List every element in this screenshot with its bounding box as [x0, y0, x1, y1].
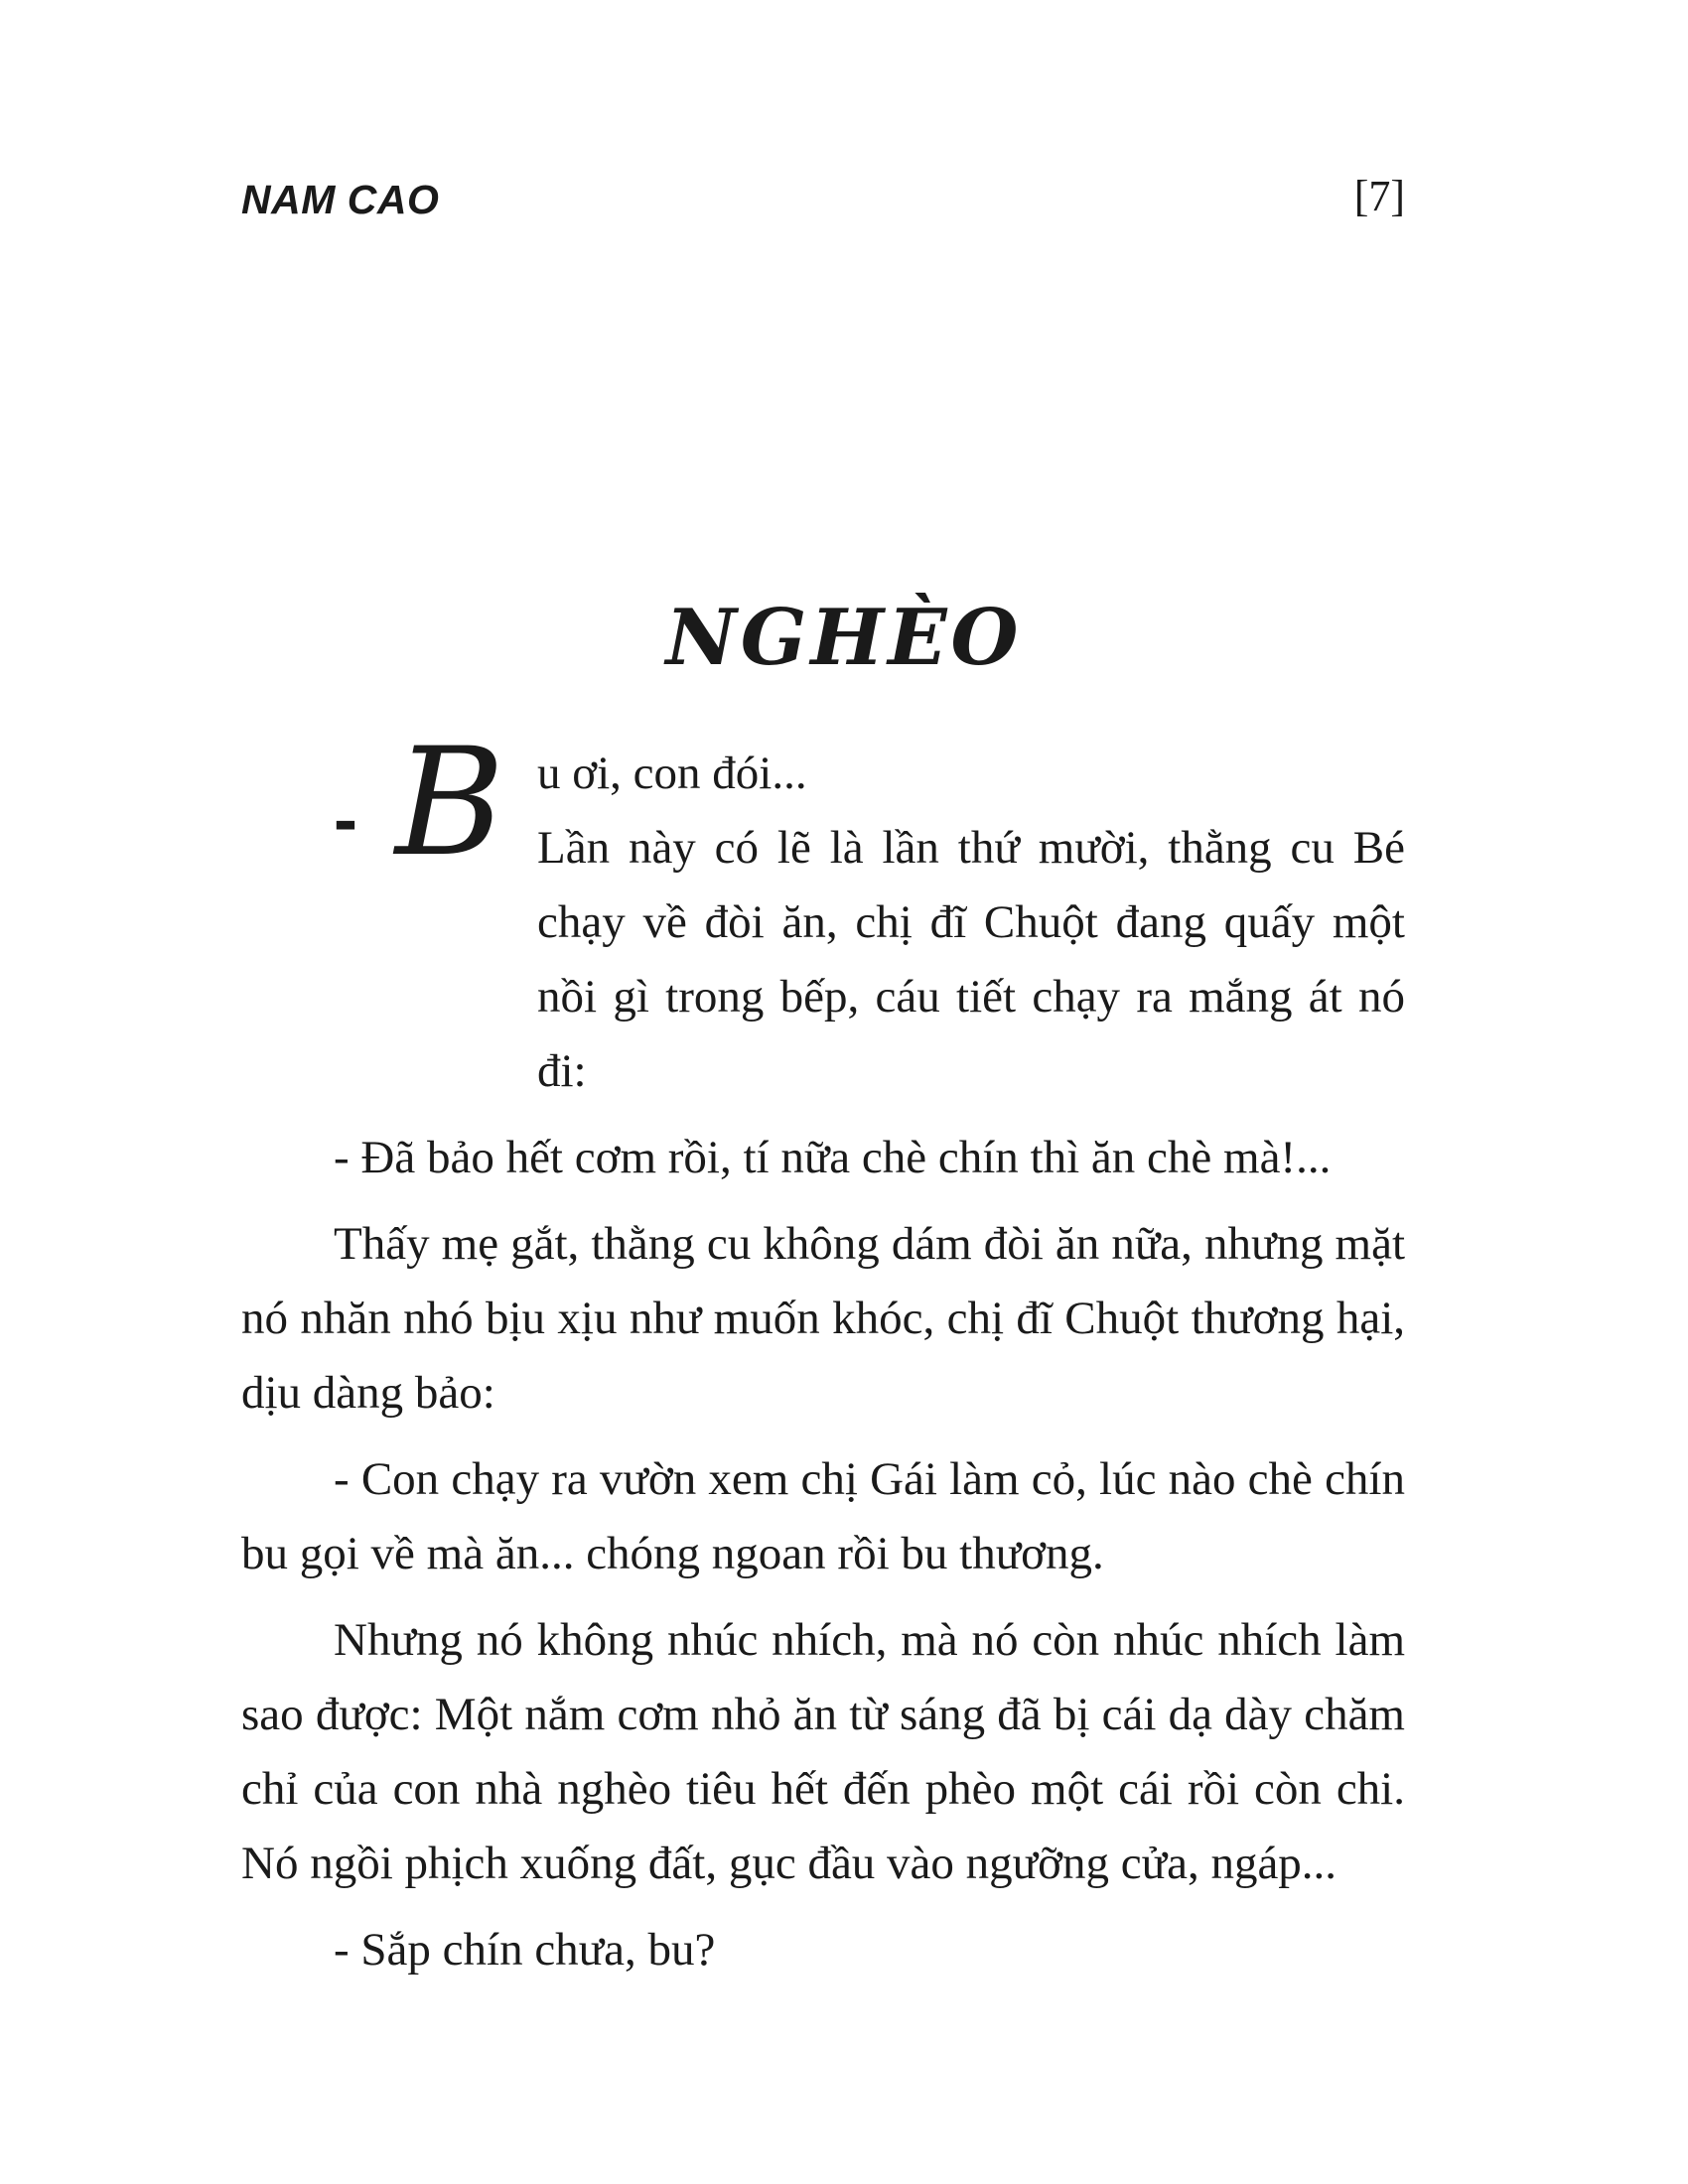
dropcap-dash: - [334, 780, 357, 860]
body-text [241, 717, 1405, 1999]
paragraph-3: Thấy mẹ gắt, thằng cu không dám đòi ăn nữa, nhưng mặt nó nhăn nhó bịu xịu như muốn khóc, chị đĩ Chuột thương hại, dịu dàng bảo: [241, 1218, 1405, 1419]
page-number: [7] [1353, 172, 1405, 220]
paragraph-5: Nhưng nó không nhúc nhích, mà nó còn nhúc nhích làm sao được: Một nắm cơm nhỏ ăn từ sáng đã bị cái dạ dày chăm chỉ của con nhà nghèo tiêu hết đến phèo một cái rồi còn chi. Nó ngồi phịch xuống đất, gục đầu vào ngưỡng cửa, ngáp... [241, 1614, 1405, 1889]
opening-paragraph [241, 717, 1405, 1109]
paragraph-6: - Sắp chín chưa, bu? [334, 1924, 716, 1976]
running-head-author: NAM CAO [241, 177, 440, 222]
chapter-title: NGHÈO [665, 593, 1023, 684]
opening-line: u ơi, con đói... [537, 748, 807, 799]
paragraph-4: - Con chạy ra vườn xem chị Gái làm cỏ, lúc nào chè chín bu gọi về mà ăn... chóng ngoan rồi bu thương. [241, 1453, 1405, 1579]
paragraph-1: Lần này có lẽ là lần thứ mười, thằng cu Bé chạy về đòi ăn, chị đĩ Chuột đang quấy một nồi gì trong bếp, cáu tiết chạy ra mắng át nó đi: [537, 822, 1405, 1097]
dropcap-letter: B [395, 717, 505, 889]
paragraph-2: - Đã bảo hết cơm rồi, tí nữa chè chín thì ăn chè mà!... [334, 1132, 1332, 1183]
